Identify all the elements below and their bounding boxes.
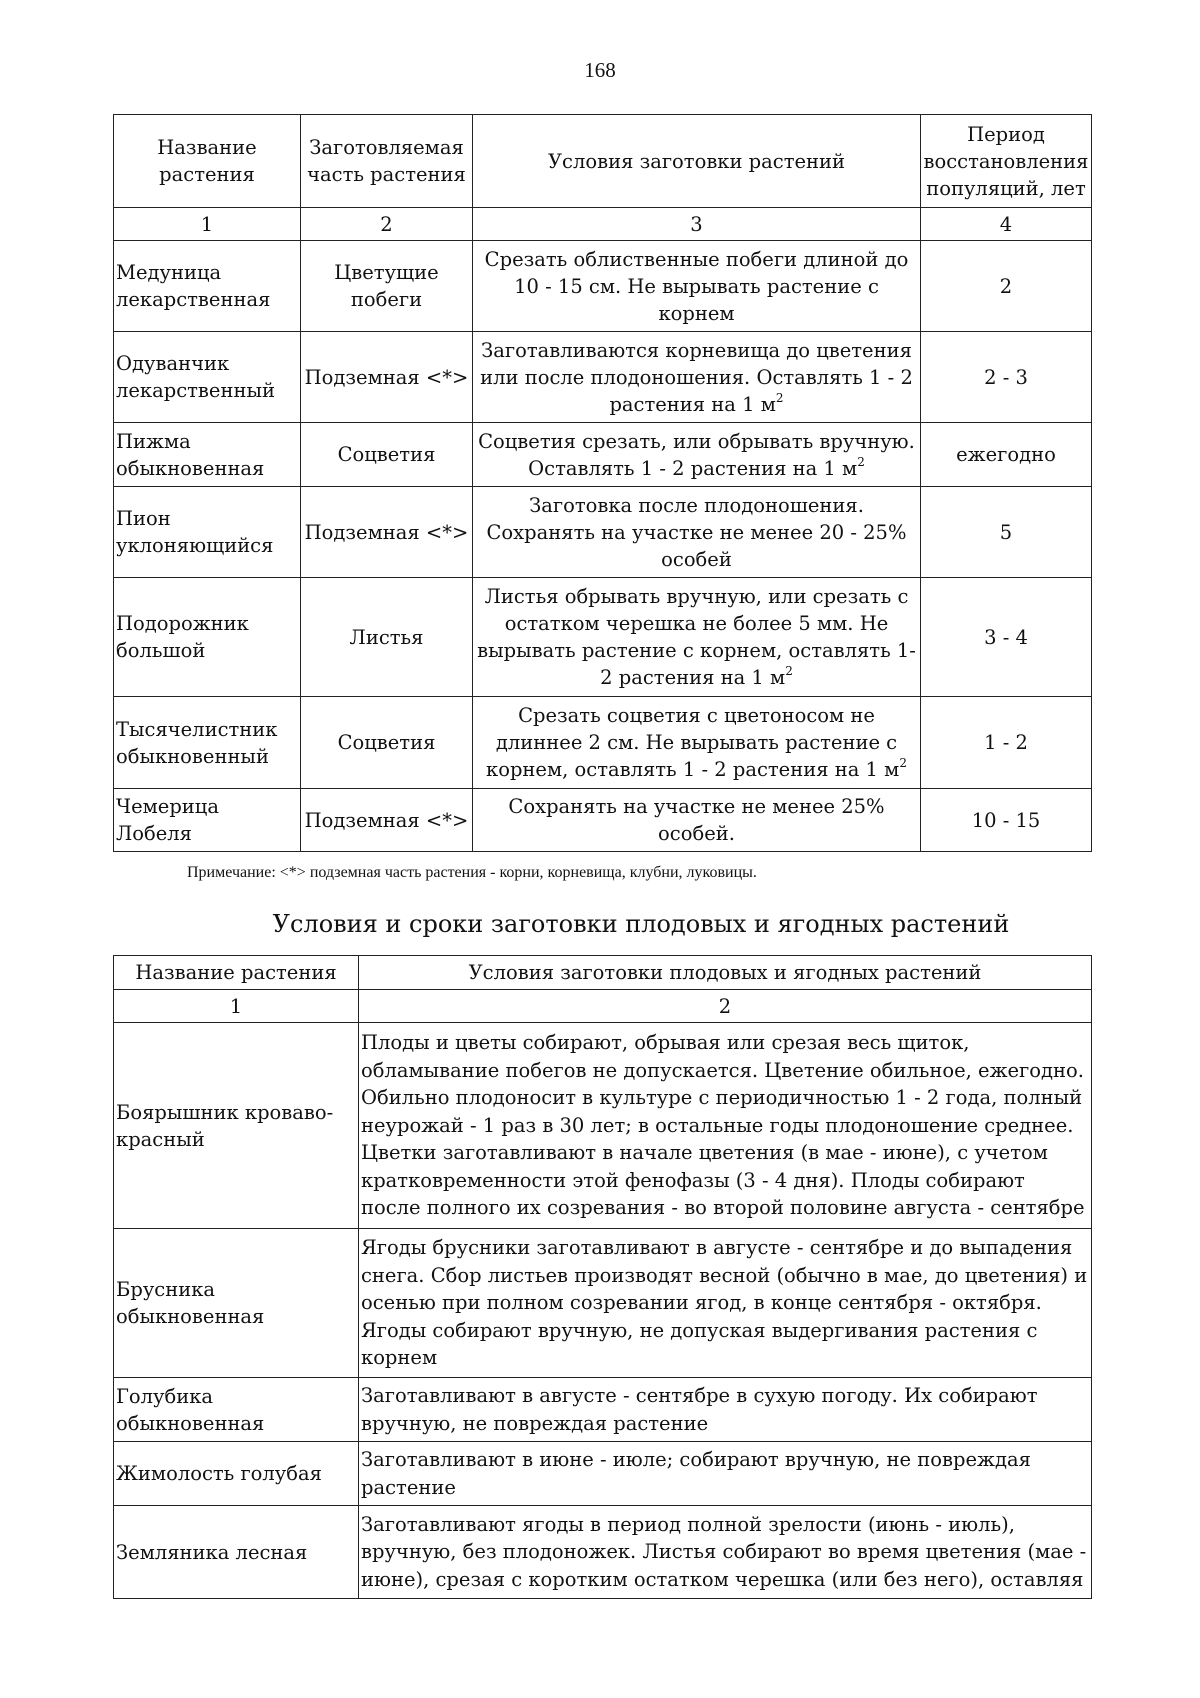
plant-name-cell: Пион уклоняющийся: [114, 487, 301, 578]
column-number: 1: [114, 990, 359, 1023]
table-header-row: [114, 956, 1092, 990]
column-number: 4: [921, 208, 1092, 241]
plant-name-cell: Голубика обыкновенная: [114, 1378, 359, 1442]
superscript-exponent: 2: [899, 756, 907, 770]
table-row: [114, 241, 1092, 332]
header-harvest-conditions: Условия заготовки растений: [473, 115, 921, 208]
conditions-cell: Сохранять на участке не менее 25% особей.: [473, 789, 921, 852]
recovery-period-cell: 2 - 3: [921, 332, 1092, 423]
recovery-period-cell: 3 - 4: [921, 578, 1092, 697]
table-row: [114, 789, 1092, 852]
column-number: 2: [301, 208, 473, 241]
table-row: [114, 1378, 1092, 1442]
table-row: [114, 487, 1092, 578]
header-plant-name: Название растения: [114, 115, 301, 208]
recovery-period-cell: 5: [921, 487, 1092, 578]
plant-part-cell: Подземная <*>: [301, 332, 473, 423]
header-harvested-part: Заготовляемая часть растения: [301, 115, 473, 208]
column-number: 1: [114, 208, 301, 241]
conditions-text: Заготавливаются корневища до цветения или после плодоношения. Оставлять 1 - 2 растения на 1 м: [480, 338, 913, 416]
conditions-cell: [473, 423, 921, 487]
conditions-cell: Заготавливают ягоды в период полной зрелости (июнь - июль), вручную, без плодоножек. Листья собирают во время цветения (мае - июне), срезая с коротким остатком черешка (или без него), оставляя: [359, 1506, 1092, 1599]
conditions-cell: Срезать облиственные побеги длиной до 10 - 15 см. Не вырывать растение с корнем: [473, 241, 921, 332]
table-row: [114, 697, 1092, 789]
plant-name-cell: Чемерица Лобеля: [114, 789, 301, 852]
column-number: 2: [359, 990, 1092, 1023]
conditions-cell: Ягоды брусники заготавливают в августе - сентябре и до выпадения снега. Сбор листьев производят весной (обычно в мае, до цветения) и осенью при полном созревании ягод, в конце сентября - октября. Ягоды собирают вручную, не допуская выдергивания растения с корнем: [359, 1229, 1092, 1378]
superscript-exponent: 2: [775, 390, 784, 405]
table-row: [114, 1442, 1092, 1506]
table-row: [114, 1229, 1092, 1378]
plant-part-cell: Цветущие побеги: [301, 241, 473, 332]
plant-name-cell: Боярышник кроваво-красный: [114, 1023, 359, 1229]
table-row: [114, 1506, 1092, 1599]
conditions-text: Соцветия срезать, или обрывать вручную. Оставлять 1 - 2 растения на 1 м: [478, 429, 915, 480]
fruit-berry-harvest-table: [113, 955, 1092, 1599]
plant-name-cell: Одуванчик лекарственный: [114, 332, 301, 423]
header-harvest-conditions: Условия заготовки плодовых и ягодных растений: [359, 956, 1092, 990]
plant-name-cell: Тысячелистник обыкновенный: [114, 697, 301, 789]
section-title: Условия и сроки заготовки плодовых и ягодных растений: [272, 910, 1010, 938]
recovery-period-cell: 2: [921, 241, 1092, 332]
header-plant-name: Название растения: [114, 956, 359, 990]
table-row: [114, 1023, 1092, 1229]
table-header-row: [114, 115, 1092, 208]
superscript-exponent: 2: [785, 664, 793, 678]
conditions-cell: Заготовка после плодоношения. Сохранять на участке не менее 20 - 25% особей: [473, 487, 921, 578]
plant-part-cell: Подземная <*>: [301, 487, 473, 578]
conditions-cell: [473, 578, 921, 697]
plant-part-cell: Подземная <*>: [301, 789, 473, 852]
table-row: [114, 578, 1092, 697]
plant-name-cell: Подорожник большой: [114, 578, 301, 697]
superscript-exponent: 2: [857, 454, 865, 469]
plant-name-cell: Пижма обыкновенная: [114, 423, 301, 487]
conditions-cell: [473, 332, 921, 423]
recovery-period-cell: 10 - 15: [921, 789, 1092, 852]
plant-part-cell: Листья: [301, 578, 473, 697]
conditions-text: Листья обрывать вручную, или срезать с остатком черешка не более 5 мм. Не вырывать растение с корнем, оставлять 1-2 растения на 1 м: [477, 585, 916, 689]
harvest-conditions-table: [113, 114, 1092, 852]
column-number-row: [114, 208, 1092, 241]
table-row: [114, 423, 1092, 487]
recovery-period-cell: ежегодно: [921, 423, 1092, 487]
column-number: 3: [473, 208, 921, 241]
header-recovery-period: Период восстановления популяций, лет: [921, 115, 1092, 208]
conditions-cell: Плоды и цветы собирают, обрывая или срезая весь щиток, обламывание побегов не допускается. Цветение обильное, ежегодно. Обильно плодоносит в культуре с периодичностью 1 - 2 года, полный неурожай - 1 раз в 30 лет; в остальные годы плодоношение среднее. Цветки заготавливают в начале цветения (в мае - июне), с учетом кратковременности этой фенофазы (3 - 4 дня). Плоды собирают после полного их созревания - во второй половине августа - сентябре: [359, 1023, 1092, 1229]
plant-part-cell: Соцветия: [301, 423, 473, 487]
plant-part-cell: Соцветия: [301, 697, 473, 789]
page-number: 168: [584, 58, 616, 82]
table-row: [114, 332, 1092, 423]
conditions-cell: [473, 697, 921, 789]
conditions-cell: Заготавливают в июне - июле; собирают вручную, не повреждая растение: [359, 1442, 1092, 1506]
table-footnote: Примечание: <*> подземная часть растения - корни, корневища, клубни, луковицы.: [187, 864, 757, 881]
plant-name-cell: Брусника обыкновенная: [114, 1229, 359, 1378]
column-number-row: [114, 990, 1092, 1023]
conditions-cell: Заготавливают в августе - сентябре в сухую погоду. Их собирают вручную, не повреждая растение: [359, 1378, 1092, 1442]
recovery-period-cell: 1 - 2: [921, 697, 1092, 789]
plant-name-cell: Медуница лекарственная: [114, 241, 301, 332]
plant-name-cell: Жимолость голубая: [114, 1442, 359, 1506]
plant-name-cell: Земляника лесная: [114, 1506, 359, 1599]
conditions-text: Срезать соцветия с цветоносом не длиннее 2 см. Не вырывать растение с корнем, оставлять 1 - 2 растения на 1 м: [486, 704, 900, 781]
